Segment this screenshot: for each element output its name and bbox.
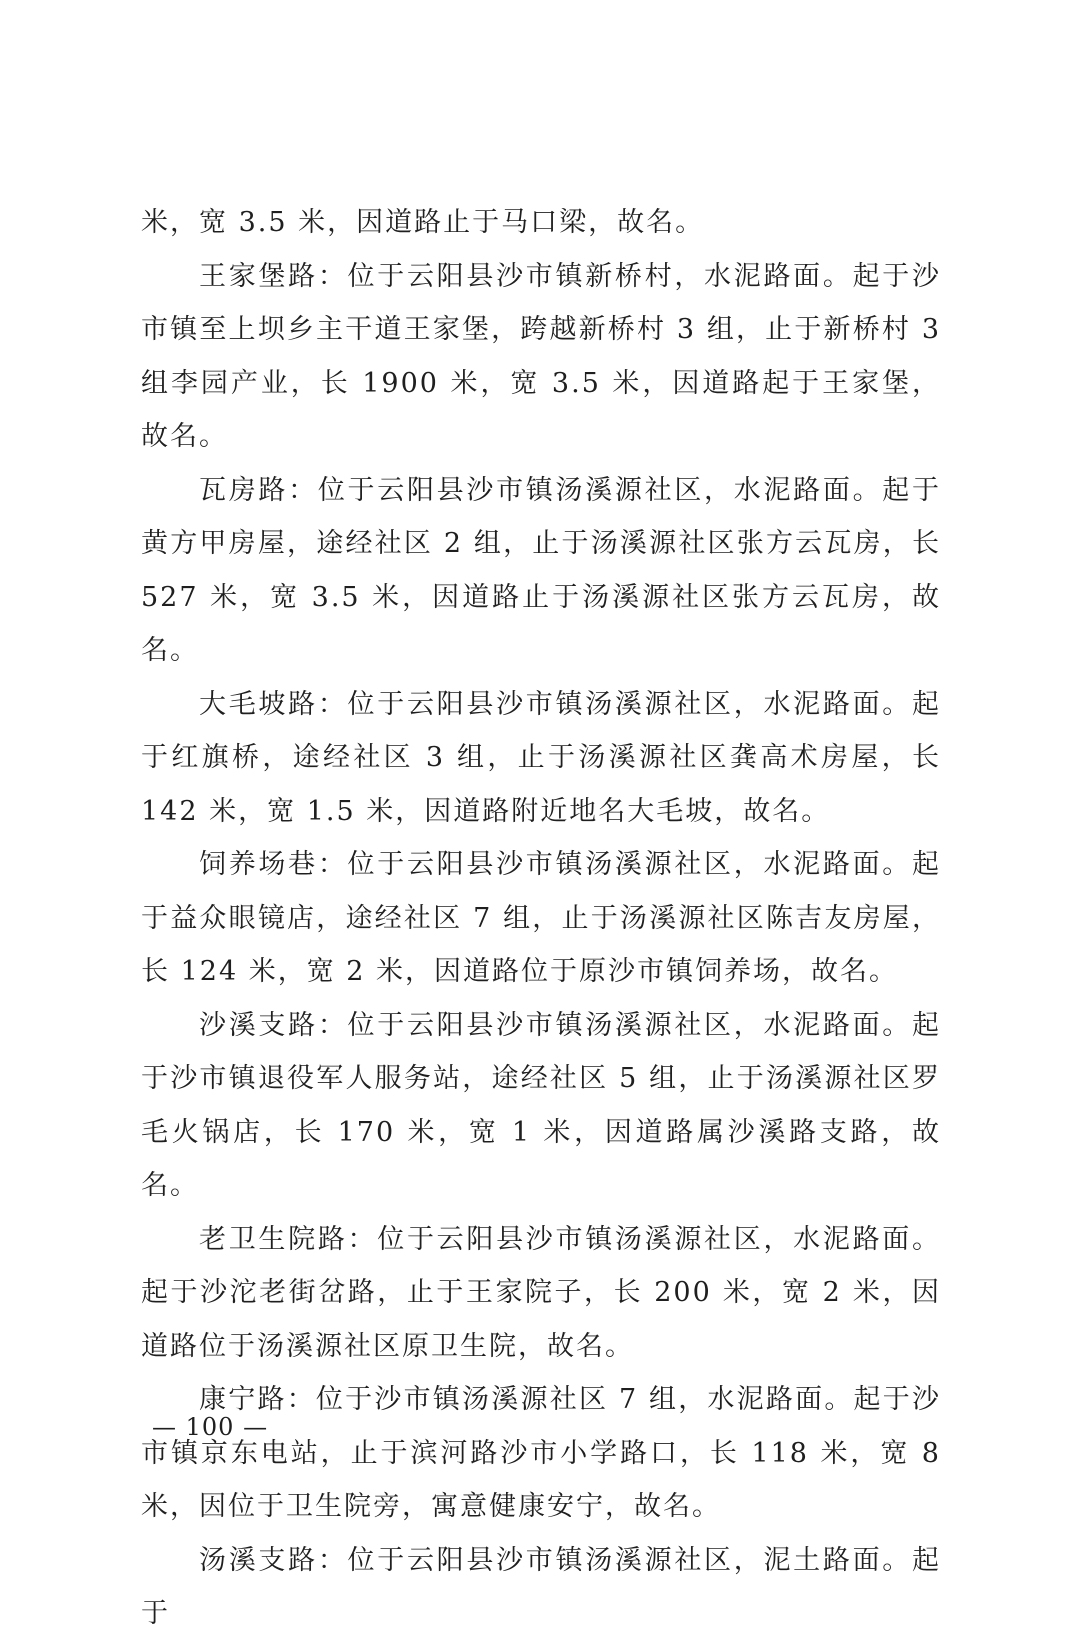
paragraph-old-clinic-road: 老卫生院路：位于云阳县沙市镇汤溪源社区，水泥路面。起于沙沱老街岔路，止于王家院子，长 200 米，宽 2 米，因道路位于汤溪源社区原卫生院，故名。 — [141, 1223, 941, 1362]
paragraph-damaopo-road: 大毛坡路：位于云阳县沙市镇汤溪源社区，水泥路面。起于红旗桥，途经社区 3 组，止于汤溪源社区龚高术房屋，长 142 米，宽 1.5 米，因道路附近地名大毛坡，故名。 — [141, 688, 941, 827]
page-number: — 100 — — [152, 1413, 269, 1441]
paragraph-wangjiabao-road: 王家堡路：位于云阳县沙市镇新桥村，水泥路面。起于沙市镇至上坝乡主干道王家堡，跨越新桥村 3 组，止于新桥村 3 组李园产业，长 1900 米，宽 3.5 米，因道路起于王家堡，故名。 — [141, 260, 941, 452]
paragraph-wafang-road: 瓦房路：位于云阳县沙市镇汤溪源社区，水泥路面。起于黄方甲房屋，途经社区 2 组，止于汤溪源社区张方云瓦房，长 527 米，宽 3.5 米，因道路止于汤溪源社区张方云瓦房，故名。 — [141, 474, 941, 666]
paragraph-kangning-road: 康宁路：位于沙市镇汤溪源社区 7 组，水泥路面。起于沙市镇京东电站，止于滨河路沙市小学路口，长 118 米，宽 8 米，因位于卫生院旁，寓意健康安宁，故名。 — [141, 1384, 941, 1522]
paragraph-siyangchang-lane: 饲养场巷：位于云阳县沙市镇汤溪源社区，水泥路面。起于益众眼镜店，途经社区 7 组，止于汤溪源社区陈吉友房屋，长 124 米，宽 2 米，因道路位于原沙市镇饲养场，故名。 — [141, 849, 941, 987]
paragraph-1: 米，宽 3.5 米，因道路止于马口梁，故名。 — [141, 207, 705, 238]
paragraph-shaxi-branch-road: 沙溪支路：位于云阳县沙市镇汤溪源社区，水泥路面。起于沙市镇退役军人服务站，途经社区 5 组，止于汤溪源社区罗毛火锅店，长 170 米，宽 1 米，因道路属沙溪路支路，故名。 — [141, 1009, 941, 1201]
paragraph-tangxi-branch-road: 汤溪支路：位于云阳县沙市镇汤溪源社区，泥土路面。起于 — [141, 1544, 941, 1629]
